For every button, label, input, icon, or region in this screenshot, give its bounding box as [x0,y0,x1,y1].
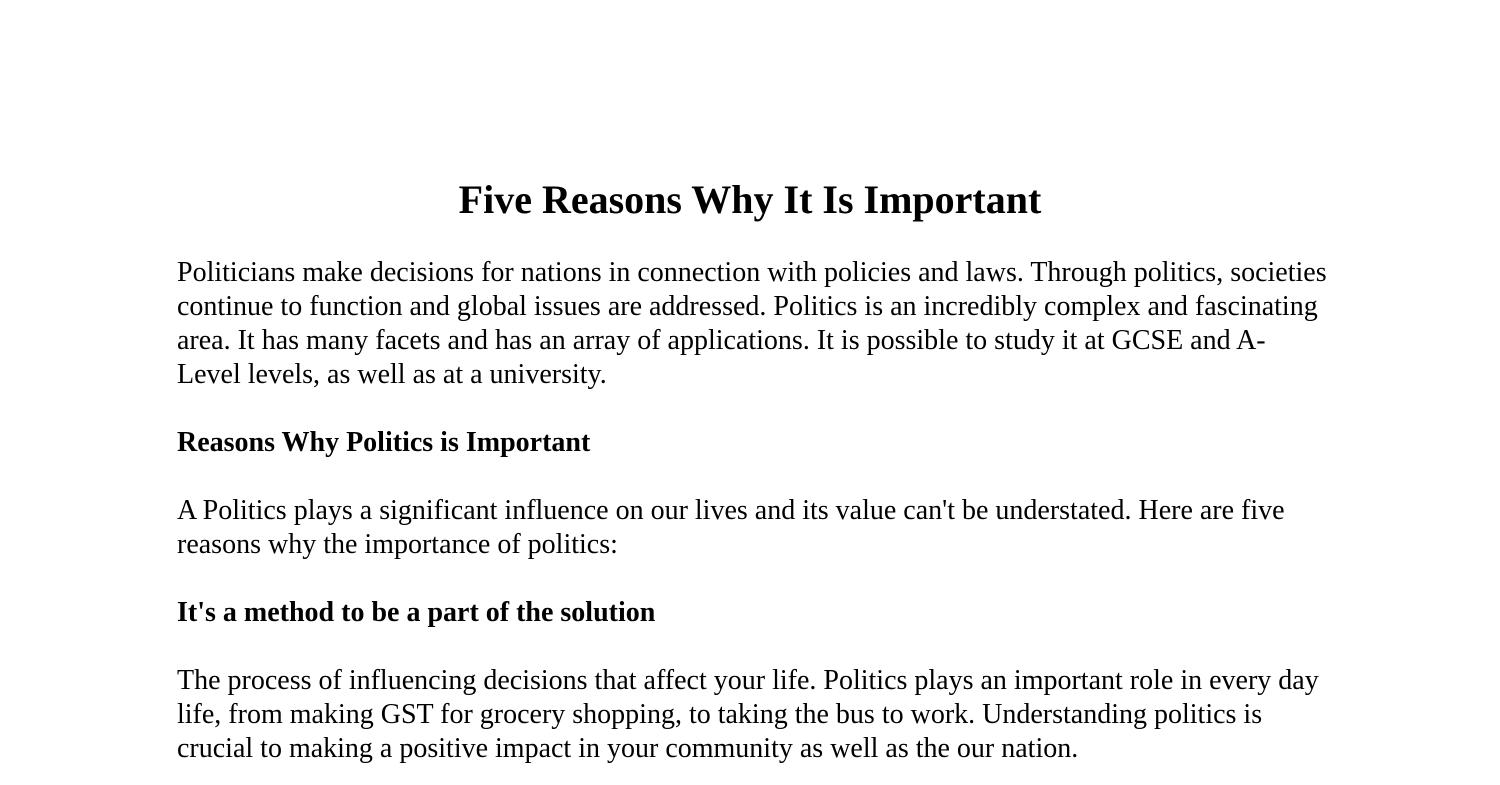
section-paragraph: A Politics plays a significant influence on our lives and its value can't be understated. Here are five reasons why the importance of politics: [177,495,1285,560]
intro-paragraph: Politicians make decisions for nations in connection with policies and laws. Through politics, societies continue to function and global issues are addressed. Politics is an incredibly complex and fascinating area. It has many facets and has an array of applications. It is possible to study it at GCSE and A-Level levels, as well as at a university. [177,257,1327,390]
paragraph-spacer [177,630,1327,664]
document-body [177,256,1327,766]
paragraph-spacer [177,392,1327,426]
subsection-paragraph-1: The process of influencing decisions that affect your life. Politics plays an important role in every day life, from making GST for grocery shopping, to taking the bus to work. Understanding politics is crucial to making a positive impact in your community as well as the our nation. [177,665,1319,764]
paragraph-spacer [177,562,1327,596]
section-heading: Reasons Why Politics is Important [177,427,591,458]
paragraph-spacer [177,460,1327,494]
document-title: Five Reasons Why It Is Important [458,177,1042,222]
subheading-1: It's a method to be a part of the solution [177,597,656,628]
